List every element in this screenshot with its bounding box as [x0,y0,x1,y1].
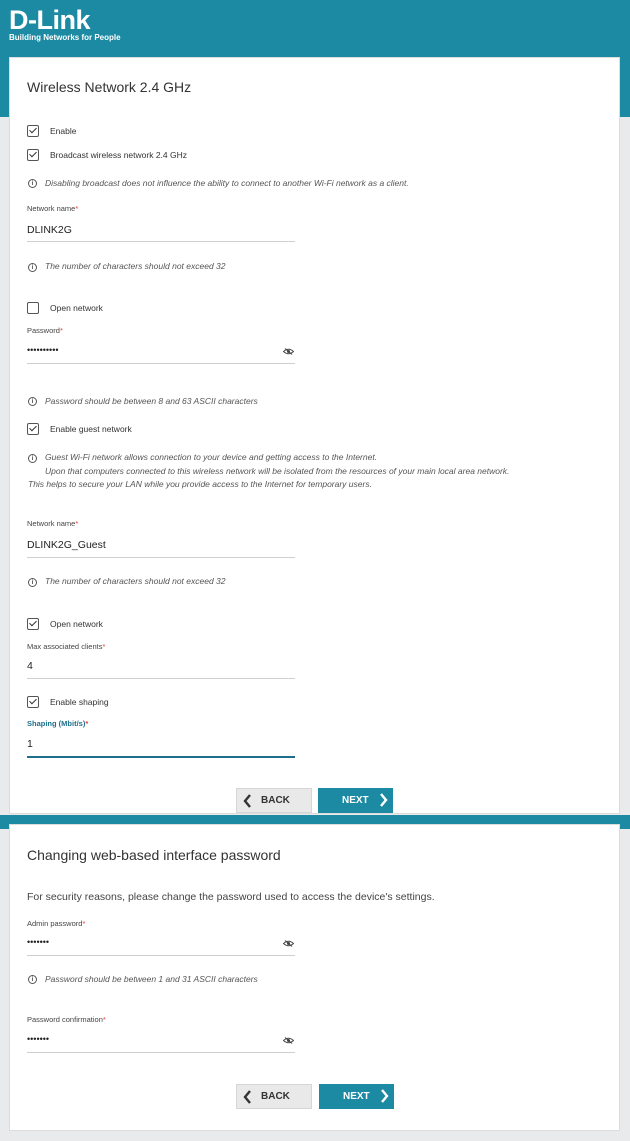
admin-password-info: Password should be between 1 and 31 ASCII characters [45,974,258,984]
eye-slash-icon[interactable] [283,348,294,355]
back-button[interactable] [236,788,312,813]
network-name-label: Network name* [27,204,79,213]
logo-text: D-Link [9,5,90,35]
guest-open-network-label: Open network [50,619,103,629]
open-network-label: Open network [50,303,103,313]
admin-next-button-label: NEXT [343,1091,370,1102]
admin-password-label: Admin password* [27,919,86,928]
enable-checkbox[interactable] [27,125,39,137]
next-button[interactable] [318,788,393,813]
admin-password-underline [27,955,295,956]
password-info: Password should be between 8 and 63 ASCII characters [45,396,258,406]
max-clients-label: Max associated clients* [27,642,106,651]
chevron-right-icon [380,1089,389,1103]
back-button-label: BACK [261,795,290,806]
admin-description: For security reasons, please change the password used to access the device's settings. [27,891,435,903]
admin-back-button-label: BACK [261,1091,290,1102]
chevron-right-icon [379,793,388,807]
logo-tagline: Building Networks for People [9,33,121,42]
guest-info-line-1: Guest Wi-Fi network allows connection to your device and getting access to the Internet. [45,452,378,462]
admin-password-input[interactable]: ••••••• [27,937,50,947]
chevron-left-icon [243,1090,252,1104]
guest-info-line-2: Upon that computers connected to this wireless network will be isolated from the resources of your main local area network. [45,465,510,476]
eye-slash-icon[interactable] [283,940,294,947]
admin-password-card [9,824,620,1131]
confirm-password-label: Password confirmation* [27,1015,106,1024]
broadcast-label: Broadcast wireless network 2.4 GHz [50,150,187,160]
broadcast-checkbox[interactable] [27,149,39,161]
password-input[interactable]: •••••••••• [27,345,59,355]
wireless-card [9,57,620,814]
next-button-label: NEXT [342,795,369,806]
info-icon: i [28,263,37,272]
max-clients-input[interactable]: 4 [27,660,33,672]
admin-next-button[interactable] [319,1084,394,1109]
info-icon: i [28,578,37,587]
guest-name-info: The number of characters should not exceed 32 [45,576,226,586]
shaping-input[interactable]: 1 [27,738,33,750]
name-length-info: The number of characters should not exceed 32 [45,261,226,271]
info-icon: i [28,179,37,188]
password-underline [27,363,295,364]
enable-shaping-label: Enable shaping [50,697,109,707]
guest-name-label: Network name* [27,519,79,528]
shaping-label: Shaping (Mbit/s)* [27,719,89,728]
password-label: Password* [27,326,63,335]
guest-open-network-checkbox[interactable] [27,618,39,630]
guest-name-input[interactable]: DLINK2G_Guest [27,539,106,551]
confirm-password-underline [27,1052,295,1053]
guest-network-checkbox[interactable] [27,423,39,435]
info-icon: i [28,397,37,406]
dlink-logo [9,6,121,42]
open-network-checkbox[interactable] [27,302,39,314]
admin-title: Changing web-based interface password [27,847,281,863]
guest-network-label: Enable guest network [50,424,132,434]
eye-slash-icon[interactable] [283,1037,294,1044]
network-name-underline [27,241,295,242]
chevron-left-icon [243,794,252,808]
wireless-title: Wireless Network 2.4 GHz [27,79,192,95]
enable-label: Enable [50,126,77,136]
info-icon: i [28,454,37,463]
max-clients-underline [27,678,295,679]
enable-shaping-checkbox[interactable] [27,696,39,708]
admin-back-button[interactable] [236,1084,312,1109]
network-name-input[interactable]: DLINK2G [27,224,72,236]
guest-name-underline [27,557,295,558]
broadcast-info: Disabling broadcast does not influence the ability to connect to another Wi-Fi network as a client. [45,178,409,188]
guest-info-line-3: This helps to secure your LAN while you provide access to the Internet for temporary users. [28,479,372,489]
info-icon: i [28,975,37,984]
confirm-password-input[interactable]: ••••••• [27,1034,50,1044]
shaping-underline [27,756,295,758]
guest-info [28,451,588,492]
